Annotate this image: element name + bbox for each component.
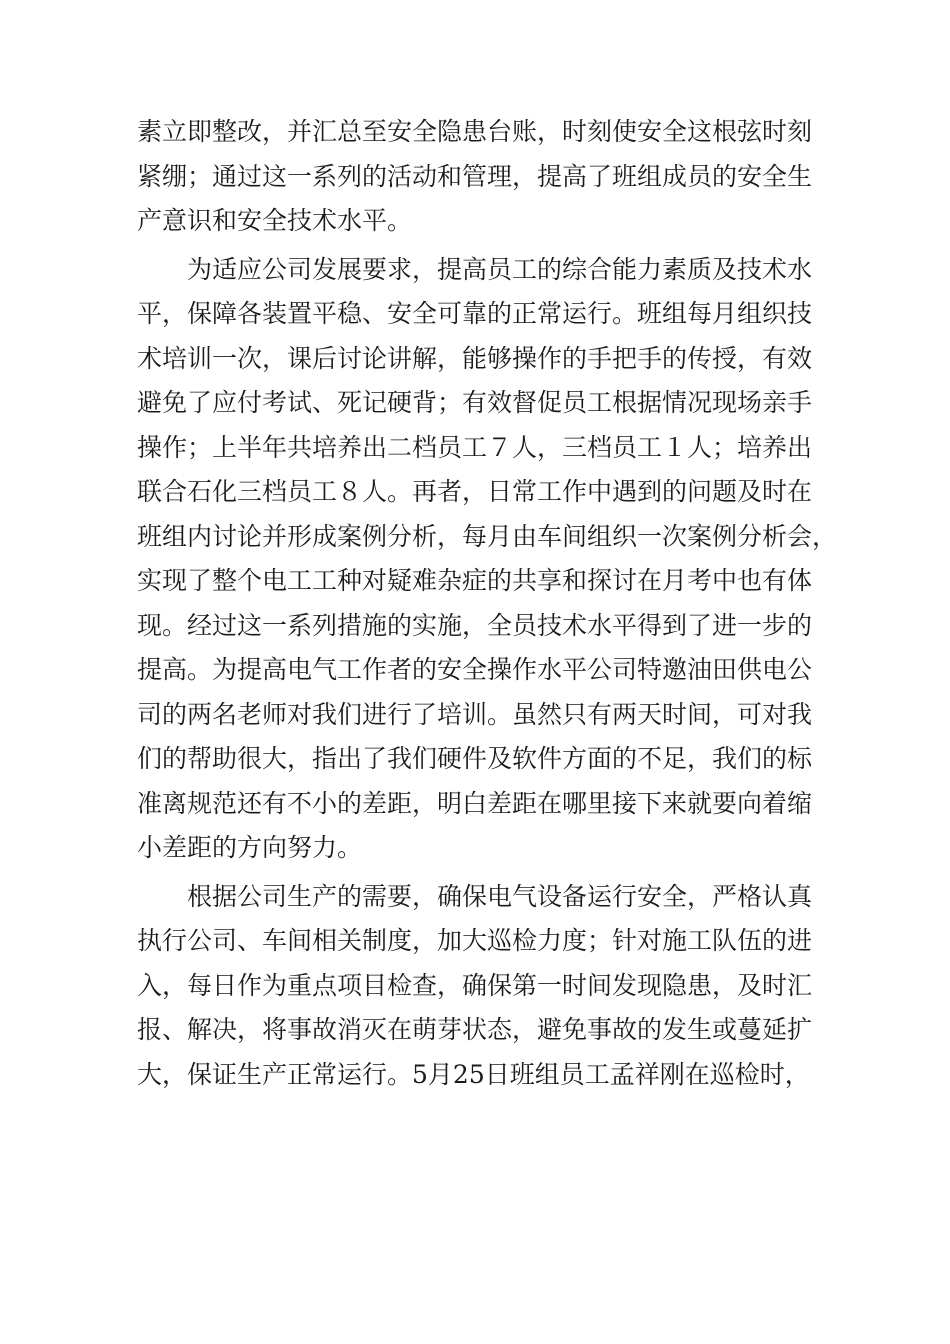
paragraph [137, 248, 837, 871]
paragraph [137, 875, 837, 1098]
text-line: 素立即整改，并汇总至安全隐患台账，时刻使安全这根弦时刻 [137, 117, 813, 146]
body-text [137, 110, 837, 1097]
text-line: 入，每日作为重点项目检查，确保第一时间发现隐患，及时汇 [137, 970, 813, 1000]
text-line: 准离规范还有不小的差距，明白差距在哪里接下来就要向着缩 [137, 788, 813, 818]
text-line: 们的帮助很大，指出了我们硬件及软件方面的不足，我们的标 [137, 744, 813, 773]
text-line: 为适应公司发展要求，提高员工的综合能力素质及技术水 [187, 254, 813, 284]
text-line: 平，保障各装置平稳、安全可靠的正常运行。班组每月组织技 [137, 299, 813, 328]
text-line: 联合石化三档员工８人。再者，日常工作中遇到的问题及时在 [137, 477, 813, 506]
text-line: 操作；上半年共培养出二档员工７人，三档员工１人；培养出 [137, 432, 813, 462]
text-line: 提高。为提高电气工作者的安全操作水平公司特邀油田供电公 [137, 655, 813, 684]
text-line: 报、解决，将事故消灭在萌芽状态，避免事故的发生或蔓延扩 [137, 1015, 813, 1044]
text-line: 小差距的方向努力。 [137, 833, 363, 862]
paragraph [137, 110, 837, 244]
text-line: 实现了整个电工工种对疑难杂症的共享和探讨在月考中也有体 [137, 566, 813, 595]
text-line: 执行公司、车间相关制度，加大巡检力度；针对施工队伍的进 [137, 926, 813, 955]
text-line: 术培训一次，课后讨论讲解，能够操作的手把手的传授，有效 [137, 343, 813, 373]
text-line: 现。经过这一系列措施的实施，全员技术水平得到了进一步的 [137, 610, 813, 640]
text-line: 司的两名老师对我们进行了培训。虽然只有两天时间，可对我 [137, 699, 813, 729]
text-line: 避免了应付考试、死记硬背；有效督促员工根据情况现场亲手 [137, 388, 813, 417]
text-line: 紧绷；通过这一系列的活动和管理，提高了班组成员的安全生 [137, 161, 813, 191]
text-line: 大，保证生产正常运行。5月25日班组员工孟祥刚在巡检时， [137, 1059, 810, 1089]
text-line: 产意识和安全技术水平。 [137, 206, 413, 235]
text-line: 根据公司生产的需要，确保电气设备运行安全，严格认真 [187, 881, 813, 911]
text-line: 班组内讨论并形成案例分析，每月由车间组织一次案例分析会， [137, 521, 838, 551]
